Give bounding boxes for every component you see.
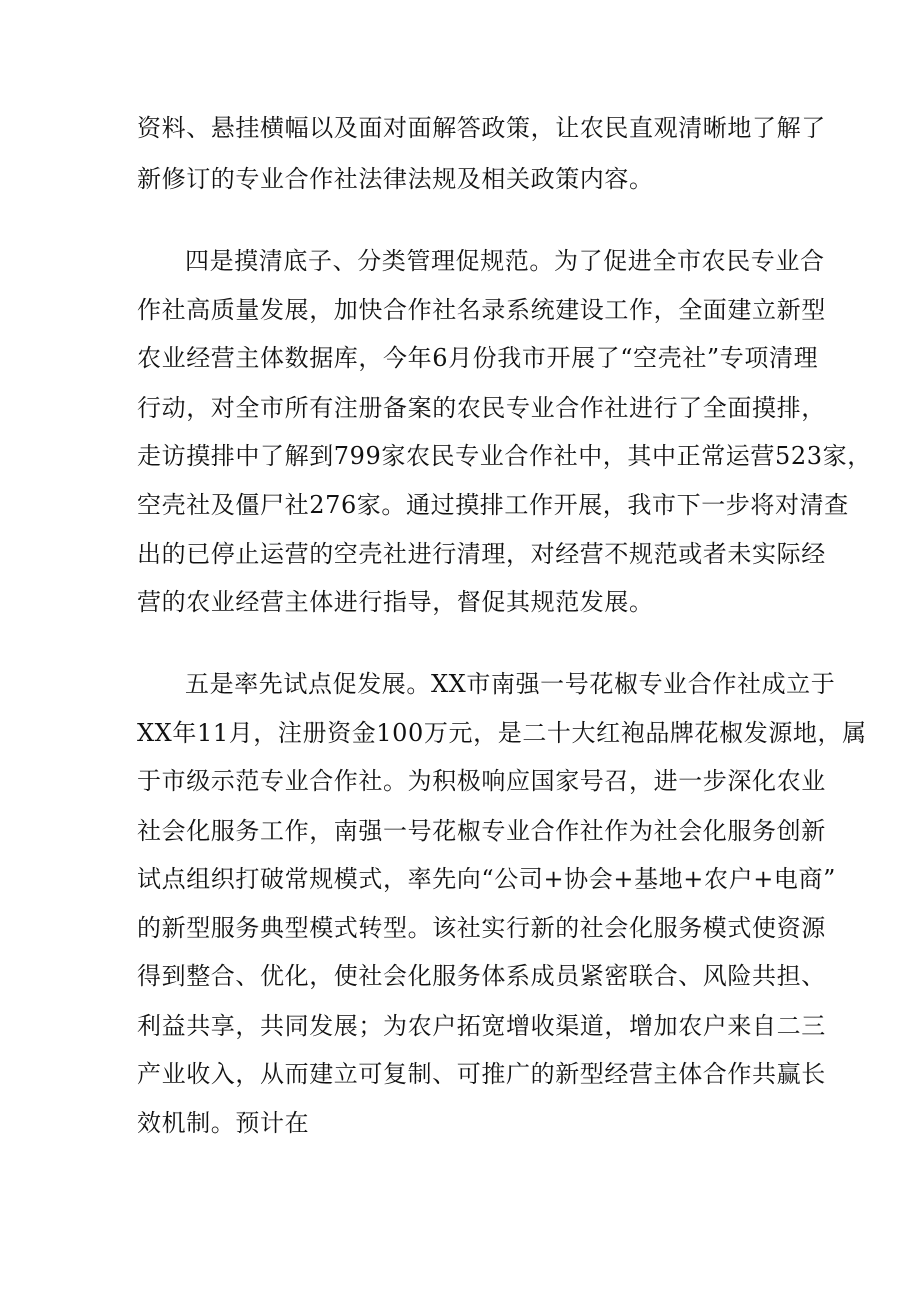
paragraph-line: 的新型服务典型模式转型。该社实行新的社会化服务模式使资源 bbox=[137, 914, 826, 942]
paragraph-line: XX年11月，注册资金100万元，是二十大红袍品牌花椒发源地，属 bbox=[137, 719, 867, 747]
paragraph-line: 得到整合、优化，使社会化服务体系成员紧密联合、风险共担、 bbox=[137, 962, 826, 990]
paragraph-line: 四是摸清底子、分类管理促规范。为了促进全市农民专业合 bbox=[185, 247, 825, 275]
paragraph-line: 资料、悬挂横幅以及面对面解答政策，让农民直观清晰地了解了 bbox=[137, 114, 826, 142]
paragraph-line: 出的已停止运营的空壳社进行清理，对经营不规范或者未实际经 bbox=[137, 540, 826, 568]
paragraph-line: 新修订的专业合作社法律法规及相关政策内容。 bbox=[137, 165, 654, 193]
paragraph-line: 利益共享，共同发展；为农户拓宽增收渠道，增加农户来自二三 bbox=[137, 1012, 826, 1040]
paragraph-line: 于市级示范专业合作社。为积极响应国家号召，进一步深化农业 bbox=[137, 767, 826, 795]
paragraph-line: 行动，对全市所有注册备案的农民专业合作社进行了全面摸排， bbox=[137, 394, 826, 422]
paragraph-line: 营的农业经营主体进行指导，督促其规范发展。 bbox=[137, 588, 654, 616]
paragraph-line: 走访摸排中了解到799家农民专业合作社中，其中正常运营523家， bbox=[137, 442, 872, 470]
paragraph-line: 五是率先试点促发展。XX市南强一号花椒专业合作社成立于 bbox=[185, 670, 836, 698]
paragraph-line: 作社高质量发展，加快合作社名录系统建设工作，全面建立新型 bbox=[137, 296, 826, 324]
paragraph-line: 效机制。预计在 bbox=[137, 1109, 310, 1137]
paragraph-line: 试点组织打破常规模式，率先向“公司+协会+基地+农户+电商” bbox=[137, 865, 836, 893]
paragraph-line: 农业经营主体数据库，今年6月份我市开展了“空壳社”专项清理 bbox=[137, 344, 819, 372]
paragraph-line: 社会化服务工作，南强一号花椒专业合作社作为社会化服务创新 bbox=[137, 817, 826, 845]
paragraph-line: 产业收入，从而建立可复制、可推广的新型经营主体合作共赢长 bbox=[137, 1060, 826, 1088]
paragraph-line: 空壳社及僵尸社276家。通过摸排工作开展，我市下一步将对清查 bbox=[137, 491, 849, 519]
